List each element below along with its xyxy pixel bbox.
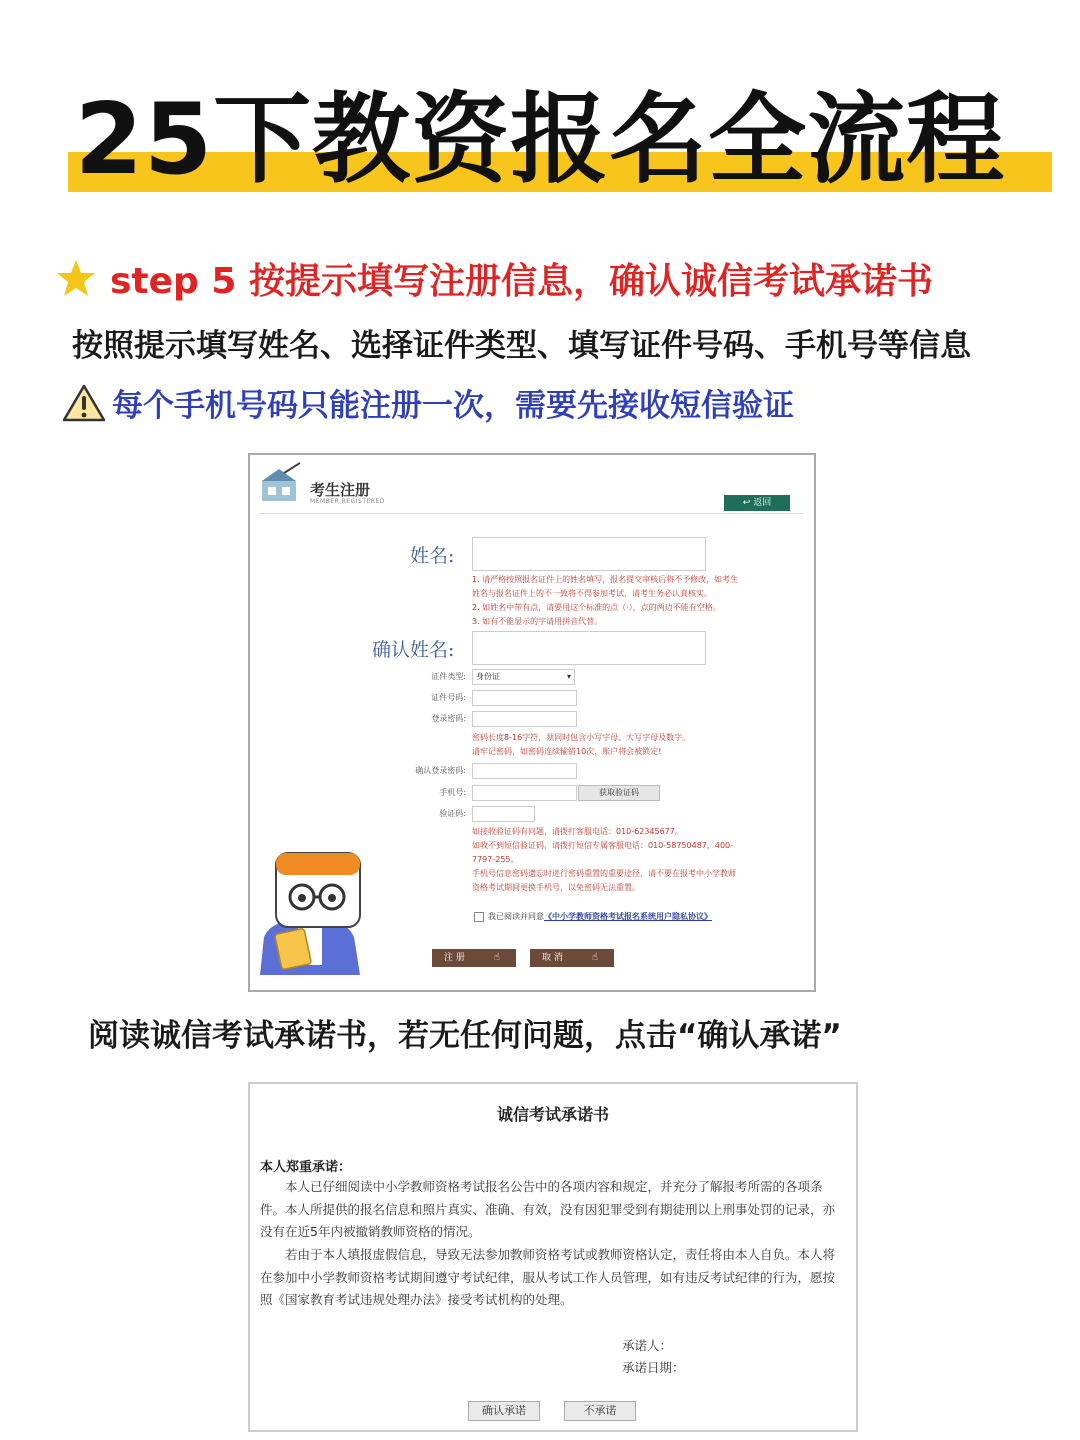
agree-text: 我已阅读并同意: [488, 912, 544, 921]
hand-pointer-icon: ☝: [493, 952, 500, 963]
title-banner: [0, 80, 1080, 210]
confirm-name-label: 确认姓名:: [372, 639, 455, 661]
id-type-value: 身份证: [476, 672, 500, 681]
reject-pledge-button[interactable]: 不承诺: [564, 1401, 636, 1421]
code-note-line: 如接收验证码有问题，请拨打客服电话：010-62345677。: [472, 827, 683, 836]
confirm-name-input[interactable]: [472, 631, 706, 665]
confirm-password-input[interactable]: [472, 763, 577, 779]
get-code-button[interactable]: 获取验证码: [578, 785, 660, 801]
code-notes: [472, 825, 736, 895]
instruction-text: 按照提示填写姓名、选择证件类型、填写证件号码、手机号等信息: [72, 328, 971, 364]
pledge-date-label: 承诺日期：: [622, 1360, 685, 1375]
name-input[interactable]: [472, 537, 706, 571]
pledge-paragraph-2: 若由于本人填报虚假信息，导致无法参加教师资格考试或教师资格认定，责任将由本人自负。本人将在参加中小学教师资格考试期间遵守考试纪律，服从考试工作人员管理，如有违反考试纪律的行为，愿按照《国家教育考试违规处理办法》接受考试机构的处理。: [260, 1247, 836, 1307]
register-button-label: 注 册: [444, 953, 465, 963]
page-title: 25下教资报名全流程: [74, 83, 1006, 197]
step-heading: [56, 253, 933, 303]
pledge-heading: 本人郑重承诺：: [260, 1160, 352, 1175]
phone-input[interactable]: [472, 785, 577, 801]
step-text: step 5 按提示填写注册信息，确认诚信考试承诺书: [110, 260, 933, 302]
password-input[interactable]: [472, 711, 577, 727]
registration-subtitle: MEMBER REGISTERED: [310, 498, 385, 505]
password-label: 登录密码:: [431, 714, 466, 723]
name-note-line: 2. 如姓名中带有点，请要用这个标准的点（·），点的两边不能有空格。: [472, 603, 721, 612]
code-note-line: 7797-255。: [472, 855, 519, 864]
confirm-password-label: 确认登录密码:: [415, 766, 466, 775]
agree-checkbox[interactable]: [474, 912, 484, 922]
confirm-pledge-button[interactable]: 确认承诺: [468, 1401, 540, 1421]
warning-line: [62, 380, 794, 425]
id-number-input[interactable]: [472, 690, 577, 706]
name-notes: [472, 573, 738, 629]
id-type-label: 证件类型:: [431, 672, 466, 681]
header-divider: [258, 513, 804, 514]
password-notes: [472, 731, 690, 759]
chevron-down-icon: ▾: [566, 672, 571, 681]
name-label: 姓名:: [410, 545, 455, 567]
signer-label: 承诺人：: [622, 1338, 673, 1353]
registration-title: 考生注册: [310, 481, 371, 499]
agreement-row: [474, 911, 712, 922]
code-note-line: 资格考试期间更换手机号，以免密码无法重置。: [472, 883, 640, 892]
back-button-label: 返回: [753, 498, 772, 508]
cancel-button[interactable]: [530, 949, 614, 967]
hand-pointer-icon: ☝: [591, 952, 598, 963]
id-type-select[interactable]: [472, 669, 575, 685]
code-note-line: 如收不到短信验证码，请拨打短信专属客服电话：010-58750487，400-: [472, 841, 734, 850]
pledge-paragraph-1: 本人已仔细阅读中小学教师资格考试报名公告中的各项内容和规定，并充分了解报考所需的各项条件。本人所提供的报名信息和照片真实、准确、有效，没有因犯罪受到有期徒刑以上刑事处罚的记录，亦没有在近5年内被撤销教师资格的情况。: [260, 1179, 836, 1239]
read-instruction-text: 阅读诚信考试承诺书，若无任何问题，点击“确认承诺”: [88, 1018, 842, 1054]
name-note-line: 1. 请严格按照报名证件上的姓名填写，报名提交审核后将不予修改，如考生: [472, 575, 739, 584]
warning-text: 每个手机号码只能注册一次，需要先接收短信验证: [112, 388, 794, 424]
password-note-line: 请牢记密码，如密码连续输错10次，账户将会被锁定!: [472, 747, 662, 756]
warning-icon: [62, 383, 106, 423]
code-label: 验证码:: [439, 809, 466, 818]
id-number-label: 证件号码:: [431, 693, 466, 702]
code-input[interactable]: [472, 806, 535, 822]
pledge-screenshot: [248, 1082, 858, 1432]
pledge-title: 诚信考试承诺书: [496, 1105, 609, 1124]
teacher-mascot-icon: [250, 845, 368, 975]
name-note-line: 姓名与报名证件上的不一致将不得参加考试，请考生务必认真核实。: [472, 589, 712, 598]
name-note-line: 3. 如有不能显示的字请用拼音代替。: [472, 617, 603, 626]
star-icon: [56, 258, 96, 298]
registration-form-screenshot: [248, 453, 816, 992]
phone-label: 手机号:: [439, 788, 466, 797]
code-note-line: 手机号信息密码遗忘时进行密码重置的重要途径，请不要在报考中小学教师: [472, 869, 736, 878]
registration-logo-icon: [258, 461, 304, 507]
privacy-agreement-link[interactable]: 《中小学教师资格考试报名系统用户隐私协议》: [544, 912, 712, 921]
register-button[interactable]: [432, 949, 516, 967]
cancel-button-label: 取 消: [542, 953, 563, 963]
back-button[interactable]: ↩ 返回: [724, 495, 790, 511]
password-note-line: 密码长度8-16字符，须同时包含小写字母、大写字母及数字。: [472, 733, 691, 742]
